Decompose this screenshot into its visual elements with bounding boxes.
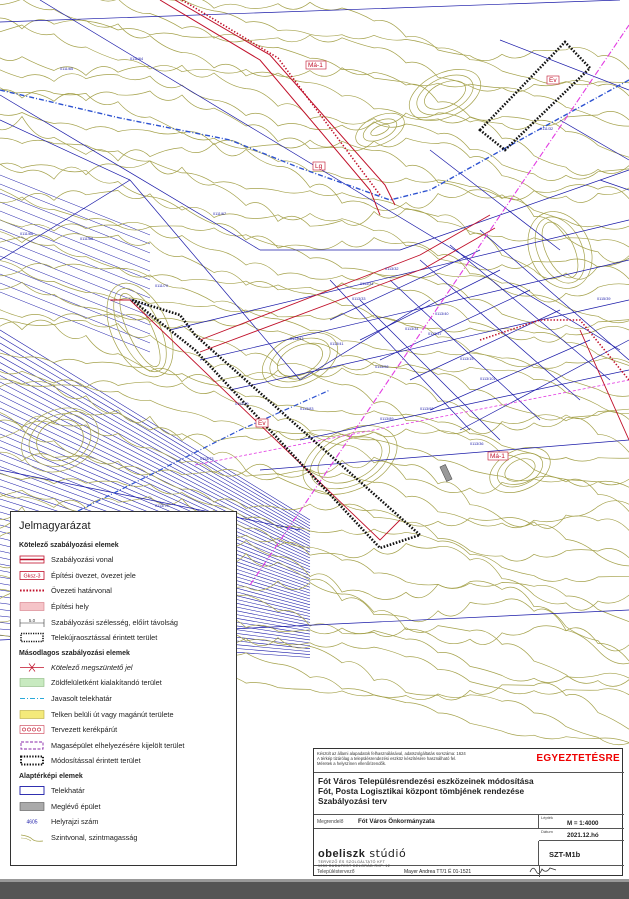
- contour-loop: [483, 438, 558, 501]
- sheet-id: SZT-M1b: [549, 850, 581, 859]
- magasepulet-icon: [19, 740, 45, 751]
- parcel-number: 0115/39: [597, 297, 611, 301]
- firm-suffix: stúdió: [369, 847, 407, 860]
- parcel-strip-line: [0, 363, 310, 535]
- helyrajzi-symbol-text: 4605: [26, 819, 38, 826]
- note-line: Készült az állami alapadatok felhasználásával, adatszolgáltatás sorszáma: 1624: [317, 751, 466, 756]
- parcel-boundary: [430, 340, 590, 410]
- contour-line: [0, 215, 629, 334]
- zone-label: Lg: [315, 163, 323, 170]
- title-line: Fót, Posta Logisztikai központ tömbjének rendezése: [318, 786, 525, 796]
- legend-item-label: Telekújraosztással érintett terület: [51, 633, 158, 643]
- parcel-number: 0113/79: [155, 504, 169, 508]
- client-label: Megrendelő: [317, 819, 344, 825]
- signature: [528, 863, 558, 877]
- contour-line: [0, 116, 629, 262]
- status-label: EGYEZTETÉSRE: [536, 753, 620, 764]
- legend-item: [17, 722, 230, 738]
- parcel-strip-line: [0, 256, 150, 316]
- regulation-line: [580, 330, 629, 440]
- legend-item: [17, 660, 230, 676]
- parcel-number: 0111/68: [80, 237, 94, 241]
- parcel-number: 0111/70: [155, 284, 169, 288]
- dashed-boundary-line: [0, 80, 629, 200]
- kerekparut-icon: [19, 724, 45, 735]
- legend-item: [17, 830, 230, 846]
- title-line: Szabályozási terv: [318, 796, 388, 806]
- helyrajzi-szam-icon: [19, 816, 45, 827]
- legend-title: Jelmagyarázat: [19, 520, 91, 532]
- legend-item-label: Magasépület elhelyezésére kijelölt terület: [51, 740, 185, 750]
- legend: [10, 511, 237, 866]
- telekhatar-icon: [19, 785, 45, 796]
- parcel-boundary: [560, 120, 629, 160]
- parcel-number: 0113/101: [480, 377, 496, 381]
- legend-item-label: Szintvonal, szintmagasság: [51, 832, 138, 842]
- zone-label: Má-1: [490, 453, 505, 460]
- javasolt-telekhatar-icon: [19, 693, 45, 704]
- parcel-boundary: [430, 150, 560, 250]
- parcel-number: 0111/66: [20, 232, 34, 236]
- note-line: A térkép tizárólag a településrendezési eszköz készítésére használható fel.: [317, 756, 457, 761]
- legend-section-heading: Alaptérképi elemek: [19, 772, 83, 780]
- legend-item-label: Helyrajzi szám: [51, 817, 99, 827]
- planner-row: [314, 866, 624, 877]
- legend-item-label: Szabályozási vonal: [51, 555, 114, 565]
- parcel-number: 0113/32: [385, 267, 399, 271]
- szabalyozasi-szelesseg-icon: [19, 617, 45, 628]
- legend-item: [17, 798, 230, 814]
- parcel-number: 0111/67: [213, 212, 227, 216]
- parcel-number: 0111/65: [60, 67, 74, 71]
- szelesseg-symbol-text: 5.0: [28, 617, 36, 623]
- parcel-number: 0113/37: [428, 332, 442, 336]
- parcel-strip-line: [0, 175, 150, 235]
- parcel-number: 0113/15: [460, 357, 474, 361]
- legend-item-label: Telekhatár: [51, 786, 85, 796]
- planner-name: Mayer Andrea TT/1 É 01-1521: [404, 869, 472, 875]
- zone-boundary-line: [480, 320, 629, 380]
- parcel-number: 0113/79: [235, 402, 249, 406]
- legend-item: [17, 614, 230, 630]
- parcel-number: 0113/41: [330, 342, 344, 346]
- parcel-number: 0113/73: [200, 457, 214, 461]
- contour-loop: [420, 75, 470, 115]
- parcel-number: 0113/43: [290, 337, 304, 341]
- bottom-strip: [0, 882, 629, 899]
- legend-item-label: Zöldfelületként kialakítandó terület: [51, 678, 162, 688]
- modositas-icon: [19, 755, 45, 766]
- zone-label: Ev: [549, 77, 557, 84]
- parcel-boundary: [400, 170, 629, 250]
- epitesi-ovezet-icon: [19, 570, 45, 581]
- scale-label: Lépték: [541, 815, 554, 820]
- parcel-boundary: [600, 180, 629, 190]
- date-row: [539, 829, 624, 841]
- parcel-number: 0113/31: [360, 282, 374, 286]
- legend-item-label: Módosítással érintett terület: [51, 756, 141, 766]
- legend-section-heading: Másodlagos szabályozási elemek: [19, 649, 130, 657]
- parcel-boundary: [330, 280, 470, 430]
- firm-sub-line: 1050 BUDAPEST DELGRÁD RKP. 12: [318, 864, 391, 868]
- contour-line: [0, 0, 629, 99]
- parcel-number: 0111/32: [540, 127, 554, 131]
- parcel-boundary: [130, 180, 300, 380]
- parcel-number: 0113/83: [300, 407, 314, 411]
- firm-logo: [318, 847, 406, 860]
- existing-building: [440, 464, 452, 481]
- parcel-number: 0113/36: [470, 442, 484, 446]
- title-line: Fót Város Településrendezési eszközeinek módosítása: [318, 776, 534, 786]
- regulation-line: [200, 228, 495, 352]
- legend-section-heading: Kötelező szabályozási elemek: [19, 542, 119, 549]
- regulation-line: [160, 0, 380, 215]
- scale-row: [539, 815, 624, 829]
- legend-item-label: Építési hely: [51, 602, 89, 612]
- contour-loop: [401, 59, 488, 131]
- legend-item-label: Tervezett kerékpárút: [51, 725, 118, 735]
- title-block-notes: [314, 749, 624, 773]
- planner-label: Településtervező: [317, 869, 355, 875]
- contour-loop: [411, 67, 480, 123]
- parcel-boundary: [230, 300, 629, 390]
- firm-name: obeliszk: [318, 848, 366, 860]
- szintvonal-icon: [19, 832, 45, 843]
- zone-label: Má-1: [308, 62, 323, 69]
- parcel-strip-line: [0, 292, 150, 352]
- parcel-boundary: [480, 230, 629, 360]
- legend-item-label: Javasolt telekhatár: [51, 694, 112, 704]
- note-line: Méretek a helyszínen ellenőrizendők.: [317, 761, 387, 766]
- parcel-boundary: [200, 260, 629, 360]
- contour-line: [0, 80, 629, 202]
- parcel-number: 0113/89: [380, 417, 394, 421]
- parcel-strip-line: [0, 229, 150, 289]
- contour-line: [0, 25, 629, 169]
- parcel-strip-line: [0, 283, 150, 343]
- zone-boundary-line: [182, 0, 380, 195]
- legend-item: [17, 552, 230, 568]
- parcel-strip-line: [0, 211, 150, 271]
- ovezeti-hatarvonal-icon: [19, 585, 45, 596]
- parcel-number: 0113/58: [375, 365, 389, 369]
- epitesi-hely-icon: [19, 601, 45, 612]
- legend-item: [17, 753, 230, 769]
- zoldfelulet-icon: [19, 677, 45, 688]
- legend-item-label: Telken belüli út vagy magánút területe: [51, 709, 174, 719]
- parcel-number: 0111/64: [130, 57, 144, 61]
- contour-loop: [360, 114, 400, 146]
- parcel-boundary: [450, 245, 610, 380]
- zone-label: Ev: [258, 420, 266, 427]
- legend-item: [17, 783, 230, 799]
- legend-item: [17, 568, 230, 584]
- telekujraosztas-icon: [19, 632, 45, 643]
- szabalyozasi-vonal-icon: [19, 554, 45, 565]
- client-row: [314, 815, 539, 829]
- legend-item: [17, 630, 230, 646]
- legend-item-label: Építési övezet, övezet jele: [51, 570, 136, 580]
- legend-item: [17, 675, 230, 691]
- legend-item: [17, 691, 230, 707]
- date-label: Dátum: [541, 829, 553, 834]
- firm-sub-line: TERVEZŐ ÉS SZOLGÁLTATÓ KFT: [318, 860, 386, 864]
- client-name: Fót Város Önkormányzata: [358, 818, 435, 825]
- bottom-strip-line: [0, 879, 629, 882]
- title-block: [313, 748, 623, 876]
- legend-item: [17, 738, 230, 754]
- contour-line: [0, 0, 629, 97]
- scale-value: M = 1:4000: [567, 820, 599, 827]
- regulation-line: [175, 0, 395, 205]
- parcel-number: 0113/34: [405, 327, 419, 331]
- date-value: 2021.12.hó: [567, 832, 599, 839]
- contour-line: [0, 138, 629, 270]
- epitesi-ovezet-symbol-text: Gksz-3: [23, 573, 41, 580]
- parcel-boundary: [360, 270, 500, 340]
- parcel-number: 0113/92: [420, 407, 434, 411]
- parcel-boundary: [0, 0, 620, 22]
- megszuntetett-icon: [19, 662, 45, 673]
- meglevo-epulet-icon: [19, 801, 45, 812]
- legend-item: [17, 814, 230, 830]
- legend-item-label: Övezeti határvonal: [51, 586, 112, 596]
- contour-loop: [292, 412, 408, 509]
- legend-item: [17, 706, 230, 722]
- parcel-number: 0113/33: [352, 297, 366, 301]
- legend-item-label: Kötelező megszüntető jel: [51, 662, 133, 672]
- legend-item-label: Meglévő épület: [51, 801, 101, 811]
- legend-item: [17, 599, 230, 615]
- legend-item-label: Szabályozási szélesség, előírt távolság: [51, 617, 178, 627]
- legend-item: [17, 583, 230, 599]
- parcel-strip-line: [0, 343, 310, 526]
- parcel-number: 0113/40: [435, 312, 449, 316]
- parcel-strip-line: [0, 238, 150, 298]
- magan-ut-icon: [19, 709, 45, 720]
